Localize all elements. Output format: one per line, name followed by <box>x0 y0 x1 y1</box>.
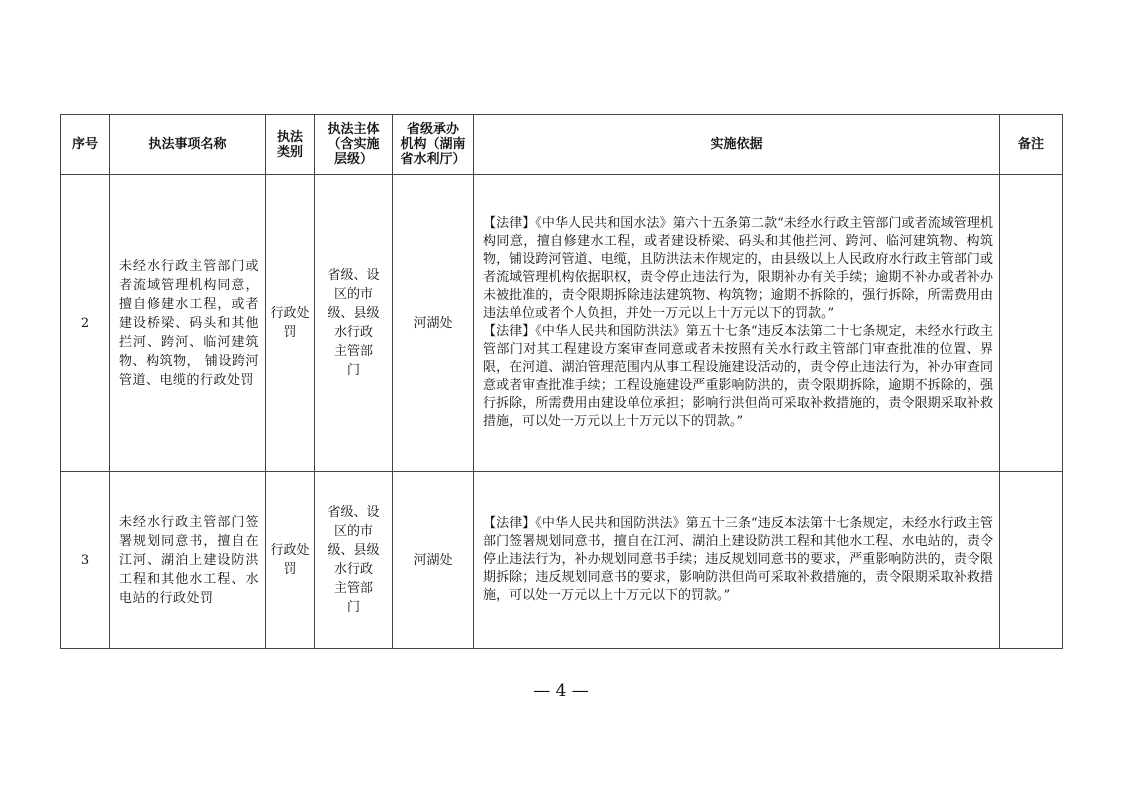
table-header-row <box>61 115 1063 175</box>
row-category: 行政处罚 <box>266 175 315 472</box>
row-seq: 2 <box>61 175 110 472</box>
header-enforcement-body: 执法主体 （含实施 层级） <box>315 115 393 175</box>
row-legal-basis <box>474 175 1000 472</box>
row-provincial-org: 河湖处 <box>393 472 474 649</box>
row-category: 行政处罚 <box>266 472 315 649</box>
header-remarks: 备注 <box>1000 115 1063 175</box>
legal-basis-paragraph: 【法律】《中华人民共和国防洪法》第五十七条“违反本法第二十七条规定，未经水行政主管部门对其工程建设方案审查同意或者未按照有关水行政主管部门审查批准的位置、界限，在河道、湖泊管理范围内从事工程设施建设活动的，责令停止违法行为，补办审查同意或者审查批准手续；工程设施建设严重影响防洪的，责令限期拆除，逾期不拆除的，强行拆除，所需费用由建设单位承担；影响行洪但尚可采取补救措施的，责令限期采取补救措施，可以处一万元以上十万元以下的罚款。” <box>483 324 993 429</box>
row-enforcement-body: 省级、设 区的市 级、县级 水行政 主管部 门 <box>315 472 393 649</box>
page-number: — 4 — <box>533 681 589 701</box>
enforcement-table <box>60 114 1063 649</box>
row-legal-basis <box>474 472 1000 649</box>
header-item-name: 执法事项名称 <box>110 115 266 175</box>
row-item-name: 未经水行政主管部门签署规划同意书，擅自在江河、湖泊上建设防洪工程和其他水工程、水电站的行政处罚 <box>110 472 266 649</box>
row-remarks <box>1000 472 1063 649</box>
legal-basis-paragraph: 【法律】《中华人民共和国水法》第六十五条第二款“未经水行政主管部门或者流域管理机构同意，擅自修建水工程，或者建设桥梁、码头和其他拦河、跨河、临河建筑物、构筑物，铺设跨河管道、电缆，且防洪法未作规定的，由县级以上人民政府水行政主管部门或者流域管理机构依据职权，责令停止违法行为，限期补办有关手续；逾期不补办或者补办未被批准的，责令限期拆除违法建筑物、构筑物；逾期不拆除的，强行拆除，所需费用由违法单位或者个人负担，并处一万元以上十万元以下的罚款。” <box>483 216 993 321</box>
legal-basis-paragraph: 【法律】《中华人民共和国防洪法》第五十三条“违反本法第十七条规定，未经水行政主管部门签署规划同意书，擅自在江河、湖泊上建设防洪工程和其他水工程、水电站的，责令停止违法行为，补办规划同意书手续；违反规划同意书的要求，严重影响防洪的，责令限期拆除；违反规划同意书的要求，影响防洪但尚可采取补救措施的，责令限期采取补救措施，可以处一万元以上十万元以下的罚款。” <box>483 516 993 603</box>
table-row <box>61 175 1063 472</box>
row-item-name: 未经水行政主管部门或者流域管理机构同意，擅自修建水工程，或者建设桥梁、码头和其他拦河、跨河、临河建筑物、构筑物， 铺设跨河管道、电缆的行政处罚 <box>110 175 266 472</box>
header-provincial-org: 省级承办 机构（湖南 省水利厅） <box>393 115 474 175</box>
row-seq: 3 <box>61 472 110 649</box>
row-enforcement-body: 省级、设 区的市 级、县级 水行政 主管部 门 <box>315 175 393 472</box>
header-category: 执法 类别 <box>266 115 315 175</box>
header-legal-basis: 实施依据 <box>474 115 1000 175</box>
row-provincial-org: 河湖处 <box>393 175 474 472</box>
header-seq: 序号 <box>61 115 110 175</box>
row-remarks <box>1000 175 1063 472</box>
table-row <box>61 472 1063 649</box>
